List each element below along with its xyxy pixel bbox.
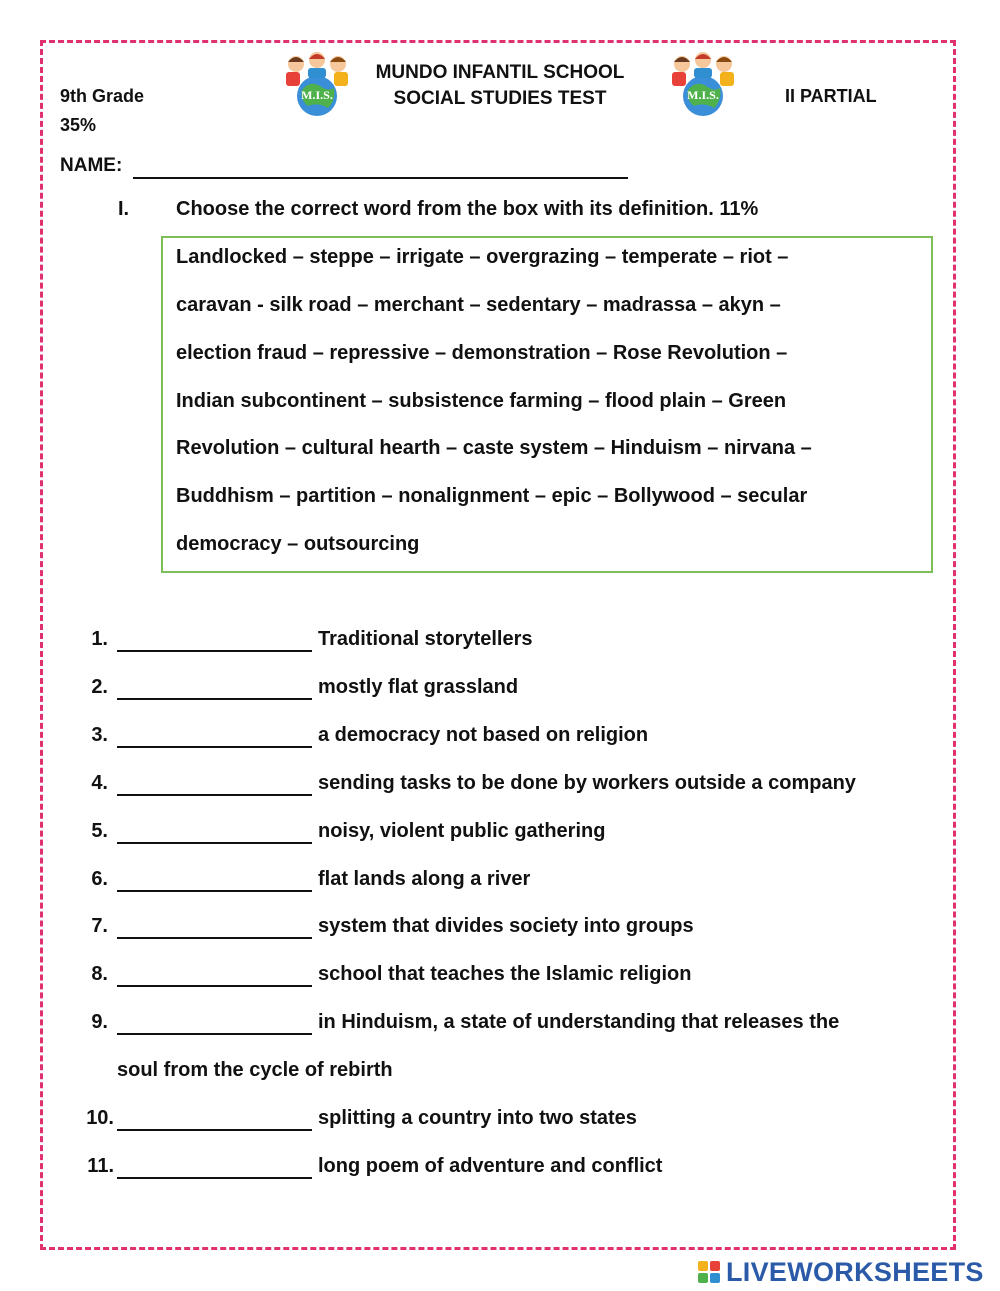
answer-blank[interactable]	[117, 890, 312, 892]
word-bank-line: caravan - silk road – merchant – sedentary – madrassa – akyn –	[176, 294, 781, 316]
question-number: 6.	[91, 868, 108, 890]
name-label: NAME:	[60, 155, 123, 176]
question-text: noisy, violent public gathering	[318, 820, 606, 842]
liveworksheets-logo-icon	[698, 1261, 720, 1283]
question-text: mostly flat grassland	[318, 676, 519, 698]
question-text: Traditional storytellers	[318, 628, 533, 650]
question-text: sending tasks to be done by workers outside a company	[318, 772, 856, 794]
liveworksheets-footer	[698, 1254, 984, 1290]
word-bank-line: Landlocked – steppe – irrigate – overgrazing – temperate – riot –	[176, 246, 789, 268]
logo-text-right: M.I.S.	[687, 88, 719, 102]
answer-blank[interactable]	[117, 842, 312, 844]
question-number: 5.	[91, 820, 108, 842]
question-text: flat lands along a river	[318, 868, 531, 890]
word-bank-line: election fraud – repressive – demonstration – Rose Revolution –	[176, 342, 788, 364]
question-number: 7.	[91, 915, 108, 937]
question-number: 8.	[91, 963, 108, 985]
question-number: 3.	[91, 724, 108, 746]
answer-blank[interactable]	[117, 746, 312, 748]
percentage-label: 35%	[60, 115, 97, 135]
liveworksheets-brand[interactable]: LIVEWORKSHEETS	[726, 1256, 984, 1287]
word-bank-line: Indian subcontinent – subsistence farming – flood plain – Green	[176, 390, 787, 412]
school-name: MUNDO INFANTIL SCHOOL	[375, 62, 625, 83]
answer-blank[interactable]	[117, 1129, 312, 1131]
partial-label: II PARTIAL	[785, 86, 877, 106]
section-number: I.	[118, 198, 130, 220]
answer-blank[interactable]	[117, 650, 312, 652]
answer-blank[interactable]	[117, 937, 312, 939]
answer-blank[interactable]	[117, 1033, 312, 1035]
school-title	[340, 60, 660, 112]
name-input-line[interactable]	[133, 177, 628, 179]
word-bank-line: Revolution – cultural hearth – caste system – Hinduism – nirvana –	[176, 437, 812, 459]
question-text: in Hinduism, a state of understanding that releases the	[318, 1011, 840, 1033]
question-number: 9.	[91, 1011, 108, 1033]
question-number: 2.	[91, 676, 108, 698]
question-text: system that divides society into groups	[318, 915, 694, 937]
word-bank-line: Buddhism – partition – nonalignment – epic – Bollywood – secular	[176, 485, 808, 507]
answer-blank[interactable]	[117, 985, 312, 987]
question-text: school that teaches the Islamic religion	[318, 963, 692, 985]
test-name: SOCIAL STUDIES TEST	[393, 88, 607, 109]
question-number: 11.	[87, 1155, 114, 1177]
school-logo-right	[664, 50, 742, 116]
answer-blank[interactable]	[117, 698, 312, 700]
answer-blank[interactable]	[117, 794, 312, 796]
question-text: splitting a country into two states	[318, 1107, 637, 1129]
word-bank-line: democracy – outsourcing	[176, 533, 420, 555]
grade-label: 9th Grade	[60, 86, 145, 106]
logo-text-left: M.I.S.	[301, 88, 333, 102]
question-text: a democracy not based on religion	[318, 724, 649, 746]
question-number: 10.	[86, 1107, 114, 1129]
question-text-continuation: soul from the cycle of rebirth	[117, 1059, 393, 1081]
question-text: long poem of adventure and conflict	[318, 1155, 663, 1177]
question-number: 1.	[91, 628, 108, 650]
section-instruction: Choose the correct word from the box with its definition. 11%	[176, 198, 759, 220]
answer-blank[interactable]	[117, 1177, 312, 1179]
question-number: 4.	[91, 772, 108, 794]
